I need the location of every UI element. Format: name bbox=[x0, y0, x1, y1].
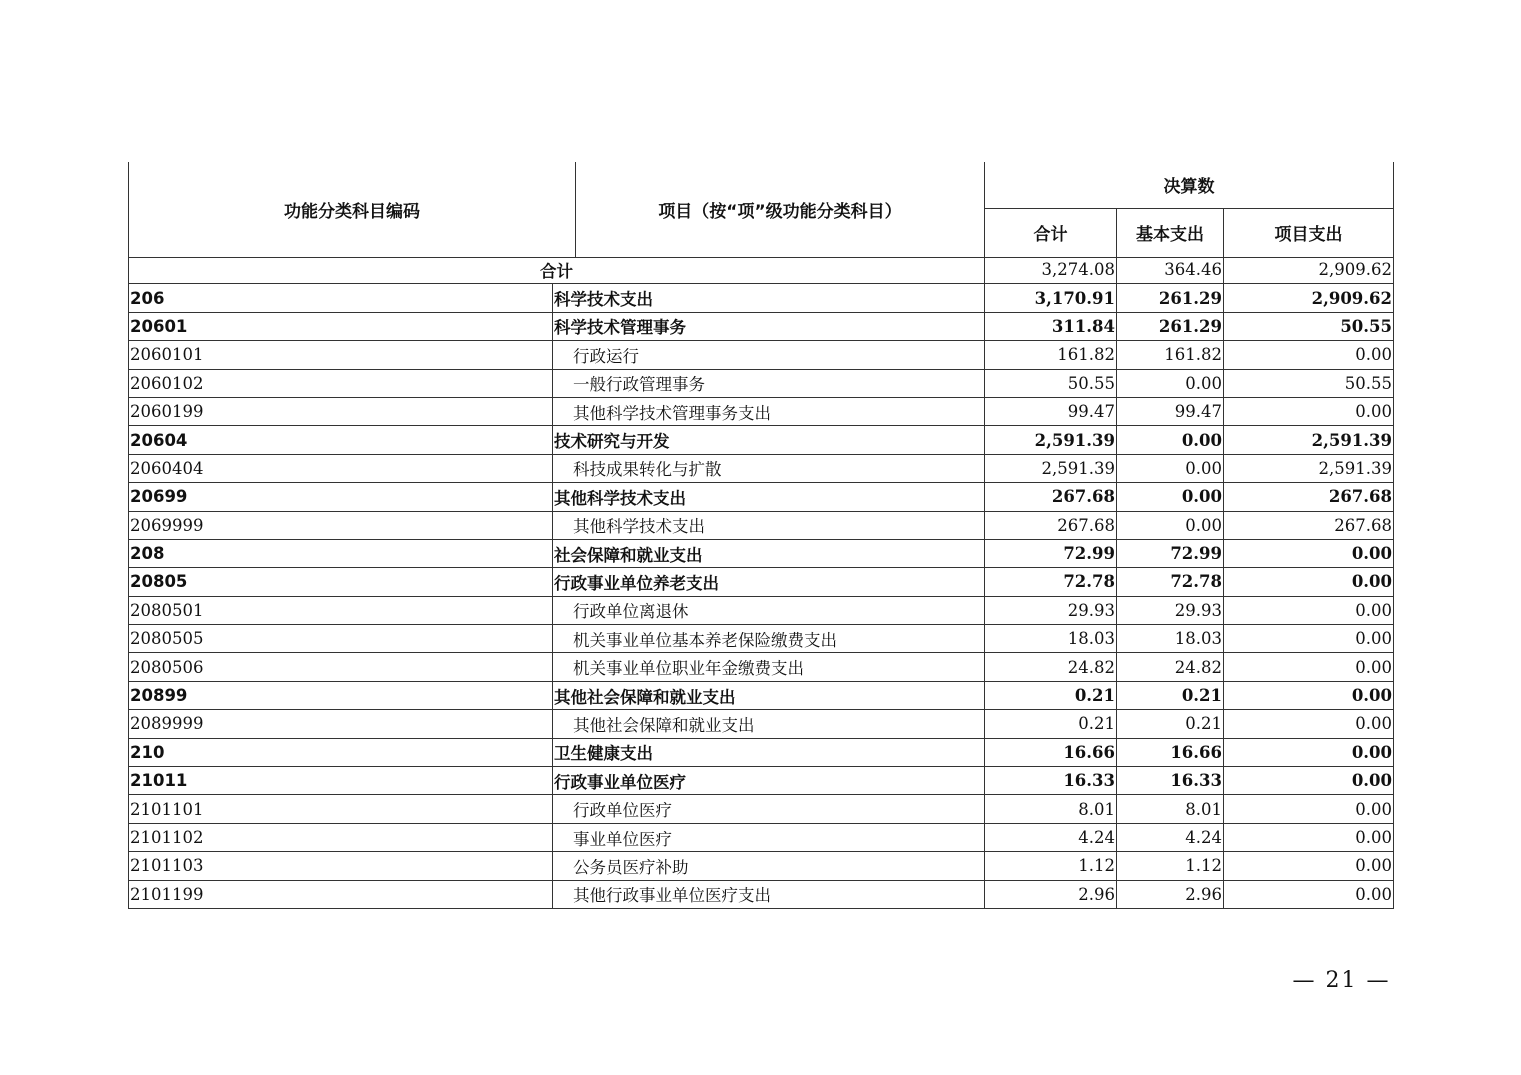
row-project: 2,591.39 bbox=[1224, 426, 1394, 454]
row-project: 2,909.62 bbox=[1224, 284, 1394, 312]
row-code: 2080505 bbox=[129, 625, 553, 653]
row-name: 行政事业单位医疗 bbox=[553, 767, 985, 795]
table-row bbox=[129, 596, 1394, 624]
row-basic: 99.47 bbox=[1117, 397, 1224, 425]
page-number: — 21 — bbox=[1292, 968, 1391, 993]
row-basic: 0.00 bbox=[1117, 369, 1224, 397]
row-total: 2,591.39 bbox=[985, 426, 1117, 454]
row-project: 0.00 bbox=[1224, 795, 1394, 823]
row-code: 2060404 bbox=[129, 454, 553, 482]
header-project: 项目支出 bbox=[1224, 208, 1394, 257]
header-total: 合计 bbox=[985, 208, 1117, 257]
row-name: 机关事业单位基本养老保险缴费支出 bbox=[553, 625, 985, 653]
row-code: 20805 bbox=[129, 568, 553, 596]
row-name: 技术研究与开发 bbox=[553, 426, 985, 454]
row-total: 0.21 bbox=[985, 681, 1117, 709]
row-name: 科学技术管理事务 bbox=[553, 312, 985, 340]
row-project: 2,591.39 bbox=[1224, 454, 1394, 482]
row-code: 208 bbox=[129, 539, 553, 567]
row-basic: 261.29 bbox=[1117, 284, 1224, 312]
row-code: 2069999 bbox=[129, 511, 553, 539]
row-code: 2089999 bbox=[129, 710, 553, 738]
row-code: 20604 bbox=[129, 426, 553, 454]
row-total: 4.24 bbox=[985, 823, 1117, 851]
row-total: 0.21 bbox=[985, 710, 1117, 738]
row-basic: 261.29 bbox=[1117, 312, 1224, 340]
row-name: 机关事业单位职业年金缴费支出 bbox=[553, 653, 985, 681]
table-row bbox=[129, 625, 1394, 653]
table-row bbox=[129, 823, 1394, 851]
row-total: 24.82 bbox=[985, 653, 1117, 681]
row-total: 2,591.39 bbox=[985, 454, 1117, 482]
row-code: 2060102 bbox=[129, 369, 553, 397]
row-code: 2080501 bbox=[129, 596, 553, 624]
row-name: 其他社会保障和就业支出 bbox=[553, 710, 985, 738]
row-name: 公务员医疗补助 bbox=[553, 852, 985, 880]
row-total: 3,170.91 bbox=[985, 284, 1117, 312]
table-row bbox=[129, 483, 1394, 511]
table-row bbox=[129, 795, 1394, 823]
row-basic: 0.21 bbox=[1117, 710, 1224, 738]
row-code: 2101199 bbox=[129, 880, 553, 908]
table-row bbox=[129, 681, 1394, 709]
row-basic: 0.21 bbox=[1117, 681, 1224, 709]
row-name: 其他社会保障和就业支出 bbox=[553, 681, 985, 709]
row-name: 其他科学技术支出 bbox=[553, 511, 985, 539]
row-project: 0.00 bbox=[1224, 823, 1394, 851]
row-code: 210 bbox=[129, 738, 553, 766]
row-total: 18.03 bbox=[985, 625, 1117, 653]
table-row bbox=[129, 653, 1394, 681]
row-total: 8.01 bbox=[985, 795, 1117, 823]
table-row bbox=[129, 568, 1394, 596]
row-name: 科学技术支出 bbox=[553, 284, 985, 312]
row-project: 0.00 bbox=[1224, 397, 1394, 425]
row-total: 161.82 bbox=[985, 341, 1117, 369]
row-code: 2060199 bbox=[129, 397, 553, 425]
row-basic: 0.00 bbox=[1117, 511, 1224, 539]
row-project: 0.00 bbox=[1224, 625, 1394, 653]
table-row bbox=[129, 454, 1394, 482]
table-header bbox=[128, 162, 1393, 257]
row-name: 科技成果转化与扩散 bbox=[553, 454, 985, 482]
total-row-project: 2,909.62 bbox=[1224, 256, 1394, 284]
row-basic: 24.82 bbox=[1117, 653, 1224, 681]
row-basic: 0.00 bbox=[1117, 483, 1224, 511]
table-row bbox=[129, 738, 1394, 766]
row-basic: 16.66 bbox=[1117, 738, 1224, 766]
row-basic: 0.00 bbox=[1117, 426, 1224, 454]
row-total: 72.78 bbox=[985, 568, 1117, 596]
row-code: 20699 bbox=[129, 483, 553, 511]
table-row bbox=[129, 880, 1394, 908]
row-basic: 1.12 bbox=[1117, 852, 1224, 880]
row-name: 行政运行 bbox=[553, 341, 985, 369]
row-basic: 8.01 bbox=[1117, 795, 1224, 823]
total-row bbox=[129, 256, 1394, 284]
table-row bbox=[129, 539, 1394, 567]
table-row bbox=[129, 426, 1394, 454]
table-row bbox=[129, 852, 1394, 880]
header-group: 决算数 bbox=[985, 162, 1394, 208]
row-project: 0.00 bbox=[1224, 681, 1394, 709]
row-total: 29.93 bbox=[985, 596, 1117, 624]
row-total: 72.99 bbox=[985, 539, 1117, 567]
row-code: 2101102 bbox=[129, 823, 553, 851]
header-code: 功能分类科目编码 bbox=[129, 162, 576, 257]
row-project: 0.00 bbox=[1224, 539, 1394, 567]
row-project: 50.55 bbox=[1224, 312, 1394, 340]
table-row bbox=[129, 369, 1394, 397]
row-project: 0.00 bbox=[1224, 653, 1394, 681]
row-project: 0.00 bbox=[1224, 710, 1394, 738]
row-code: 20899 bbox=[129, 681, 553, 709]
row-code: 206 bbox=[129, 284, 553, 312]
row-name: 其他科学技术支出 bbox=[553, 483, 985, 511]
row-project: 0.00 bbox=[1224, 596, 1394, 624]
row-name: 其他行政事业单位医疗支出 bbox=[553, 880, 985, 908]
total-row-basic: 364.46 bbox=[1117, 256, 1224, 284]
row-name: 一般行政管理事务 bbox=[553, 369, 985, 397]
row-project: 0.00 bbox=[1224, 341, 1394, 369]
row-code: 20601 bbox=[129, 312, 553, 340]
row-name: 社会保障和就业支出 bbox=[553, 539, 985, 567]
row-project: 267.68 bbox=[1224, 483, 1394, 511]
row-total: 16.66 bbox=[985, 738, 1117, 766]
row-name: 事业单位医疗 bbox=[553, 823, 985, 851]
row-code: 2060101 bbox=[129, 341, 553, 369]
row-basic: 161.82 bbox=[1117, 341, 1224, 369]
row-project: 0.00 bbox=[1224, 738, 1394, 766]
row-code: 2101101 bbox=[129, 795, 553, 823]
row-name: 行政单位医疗 bbox=[553, 795, 985, 823]
row-project: 0.00 bbox=[1224, 880, 1394, 908]
row-basic: 72.78 bbox=[1117, 568, 1224, 596]
total-row-label: 合计 bbox=[129, 256, 985, 284]
row-code: 21011 bbox=[129, 767, 553, 795]
table-body bbox=[128, 256, 1393, 909]
row-basic: 72.99 bbox=[1117, 539, 1224, 567]
row-project: 0.00 bbox=[1224, 852, 1394, 880]
row-name: 卫生健康支出 bbox=[553, 738, 985, 766]
row-project: 0.00 bbox=[1224, 767, 1394, 795]
row-project: 267.68 bbox=[1224, 511, 1394, 539]
row-total: 311.84 bbox=[985, 312, 1117, 340]
table-row bbox=[129, 767, 1394, 795]
row-basic: 18.03 bbox=[1117, 625, 1224, 653]
total-row-total: 3,274.08 bbox=[985, 256, 1117, 284]
row-total: 267.68 bbox=[985, 483, 1117, 511]
row-basic: 16.33 bbox=[1117, 767, 1224, 795]
header-item: 项目（按“项”级功能分类科目） bbox=[576, 162, 985, 257]
row-project: 0.00 bbox=[1224, 568, 1394, 596]
row-total: 99.47 bbox=[985, 397, 1117, 425]
header-basic: 基本支出 bbox=[1117, 208, 1224, 257]
row-name: 行政单位离退休 bbox=[553, 596, 985, 624]
table-row bbox=[129, 511, 1394, 539]
table-row bbox=[129, 710, 1394, 738]
row-code: 2080506 bbox=[129, 653, 553, 681]
table-row bbox=[129, 284, 1394, 312]
row-basic: 2.96 bbox=[1117, 880, 1224, 908]
table-row bbox=[129, 312, 1394, 340]
row-name: 行政事业单位养老支出 bbox=[553, 568, 985, 596]
row-total: 1.12 bbox=[985, 852, 1117, 880]
row-name: 其他科学技术管理事务支出 bbox=[553, 397, 985, 425]
row-total: 16.33 bbox=[985, 767, 1117, 795]
row-total: 267.68 bbox=[985, 511, 1117, 539]
row-basic: 4.24 bbox=[1117, 823, 1224, 851]
row-project: 50.55 bbox=[1224, 369, 1394, 397]
table-row bbox=[129, 397, 1394, 425]
row-basic: 29.93 bbox=[1117, 596, 1224, 624]
row-total: 50.55 bbox=[985, 369, 1117, 397]
table-row bbox=[129, 341, 1394, 369]
row-code: 2101103 bbox=[129, 852, 553, 880]
row-total: 2.96 bbox=[985, 880, 1117, 908]
row-basic: 0.00 bbox=[1117, 454, 1224, 482]
